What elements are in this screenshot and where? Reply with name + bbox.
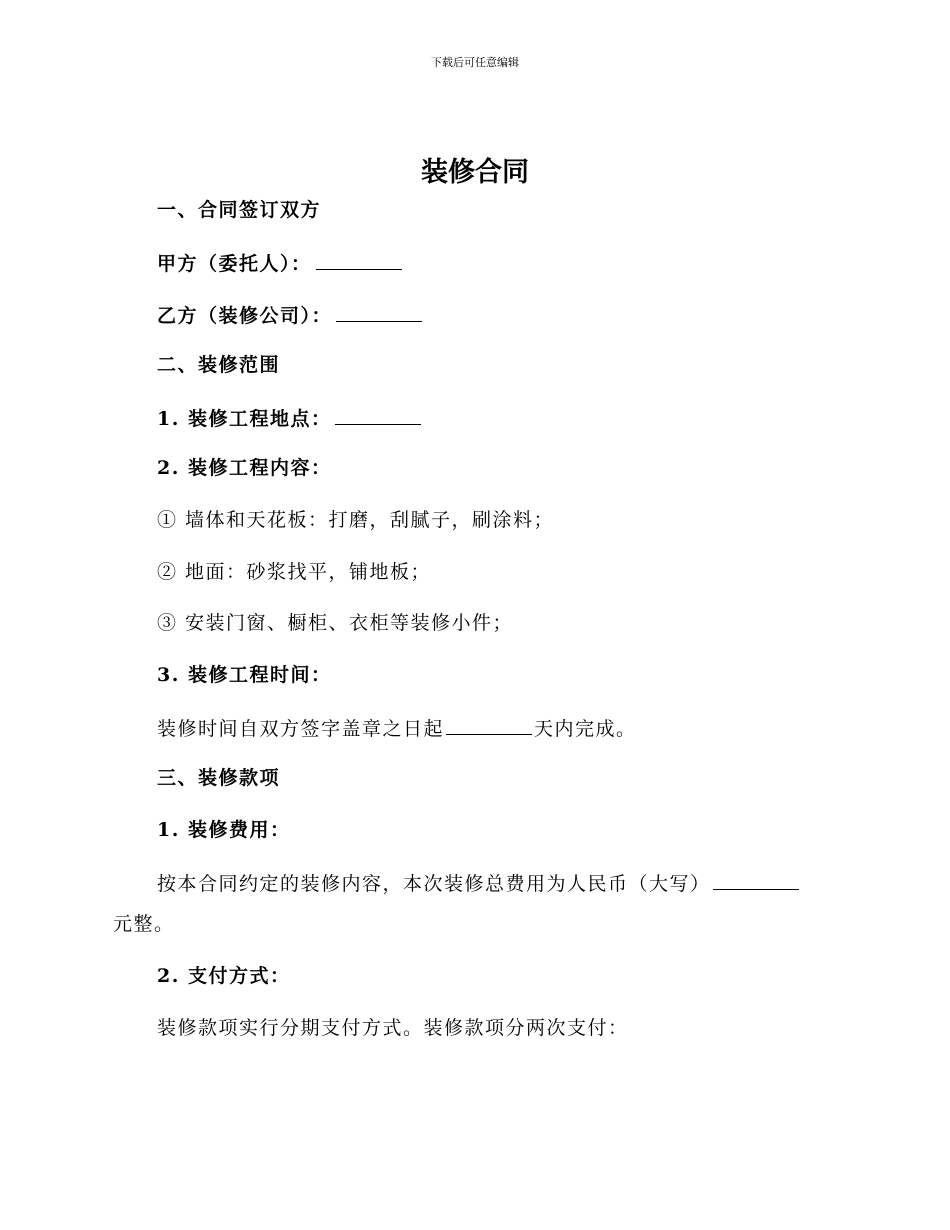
content-item: ② 地面：砂浆找平，铺地板； <box>157 561 432 583</box>
payment-label: 2. 支付方式： <box>157 965 291 987</box>
location-label: 1. 装修工程地点： <box>157 408 332 430</box>
payment-text: 装修款项实行分期支付方式。装修款项分两次支付： <box>157 1017 629 1039</box>
party-b-label: 乙方（装修公司）： <box>157 305 333 327</box>
party-a-label: 甲方（委托人）： <box>157 253 312 275</box>
location-blank <box>335 404 421 425</box>
time-label: 3. 装修工程时间： <box>157 664 332 686</box>
fee-amount-blank <box>713 869 799 890</box>
content-item: ① 墙体和天花板：打磨，刮腻子，刷涂料； <box>157 509 555 531</box>
fee-text-after: 元整。 <box>113 913 175 935</box>
time-text-after: 天内完成。 <box>534 718 637 740</box>
section1-heading: 一、合同签订双方 <box>157 199 322 221</box>
section2-heading: 二、装修范围 <box>157 354 281 376</box>
party-b-line <box>157 301 422 329</box>
fee-label: 1. 装修费用： <box>157 819 291 841</box>
time-text-line <box>157 714 637 742</box>
party-a-line <box>157 249 402 277</box>
location-line <box>157 404 421 432</box>
time-text-before: 装修时间自双方签字盖章之日起 <box>157 718 445 740</box>
days-blank <box>446 714 532 735</box>
fee-text-line <box>157 869 801 897</box>
header-note: 下载后可任意编辑 <box>431 56 519 69</box>
party-b-blank <box>336 301 422 322</box>
party-a-blank <box>316 249 402 270</box>
section3-heading: 三、装修款项 <box>157 767 281 789</box>
content-label: 2. 装修工程内容： <box>157 457 332 479</box>
fee-text-before: 按本合同约定的装修内容，本次装修总费用为人民币（大写） <box>157 873 711 895</box>
content-item: ③ 安装门窗、橱柜、衣柜等装修小件； <box>157 612 514 634</box>
document-title: 装修合同 <box>421 157 529 188</box>
